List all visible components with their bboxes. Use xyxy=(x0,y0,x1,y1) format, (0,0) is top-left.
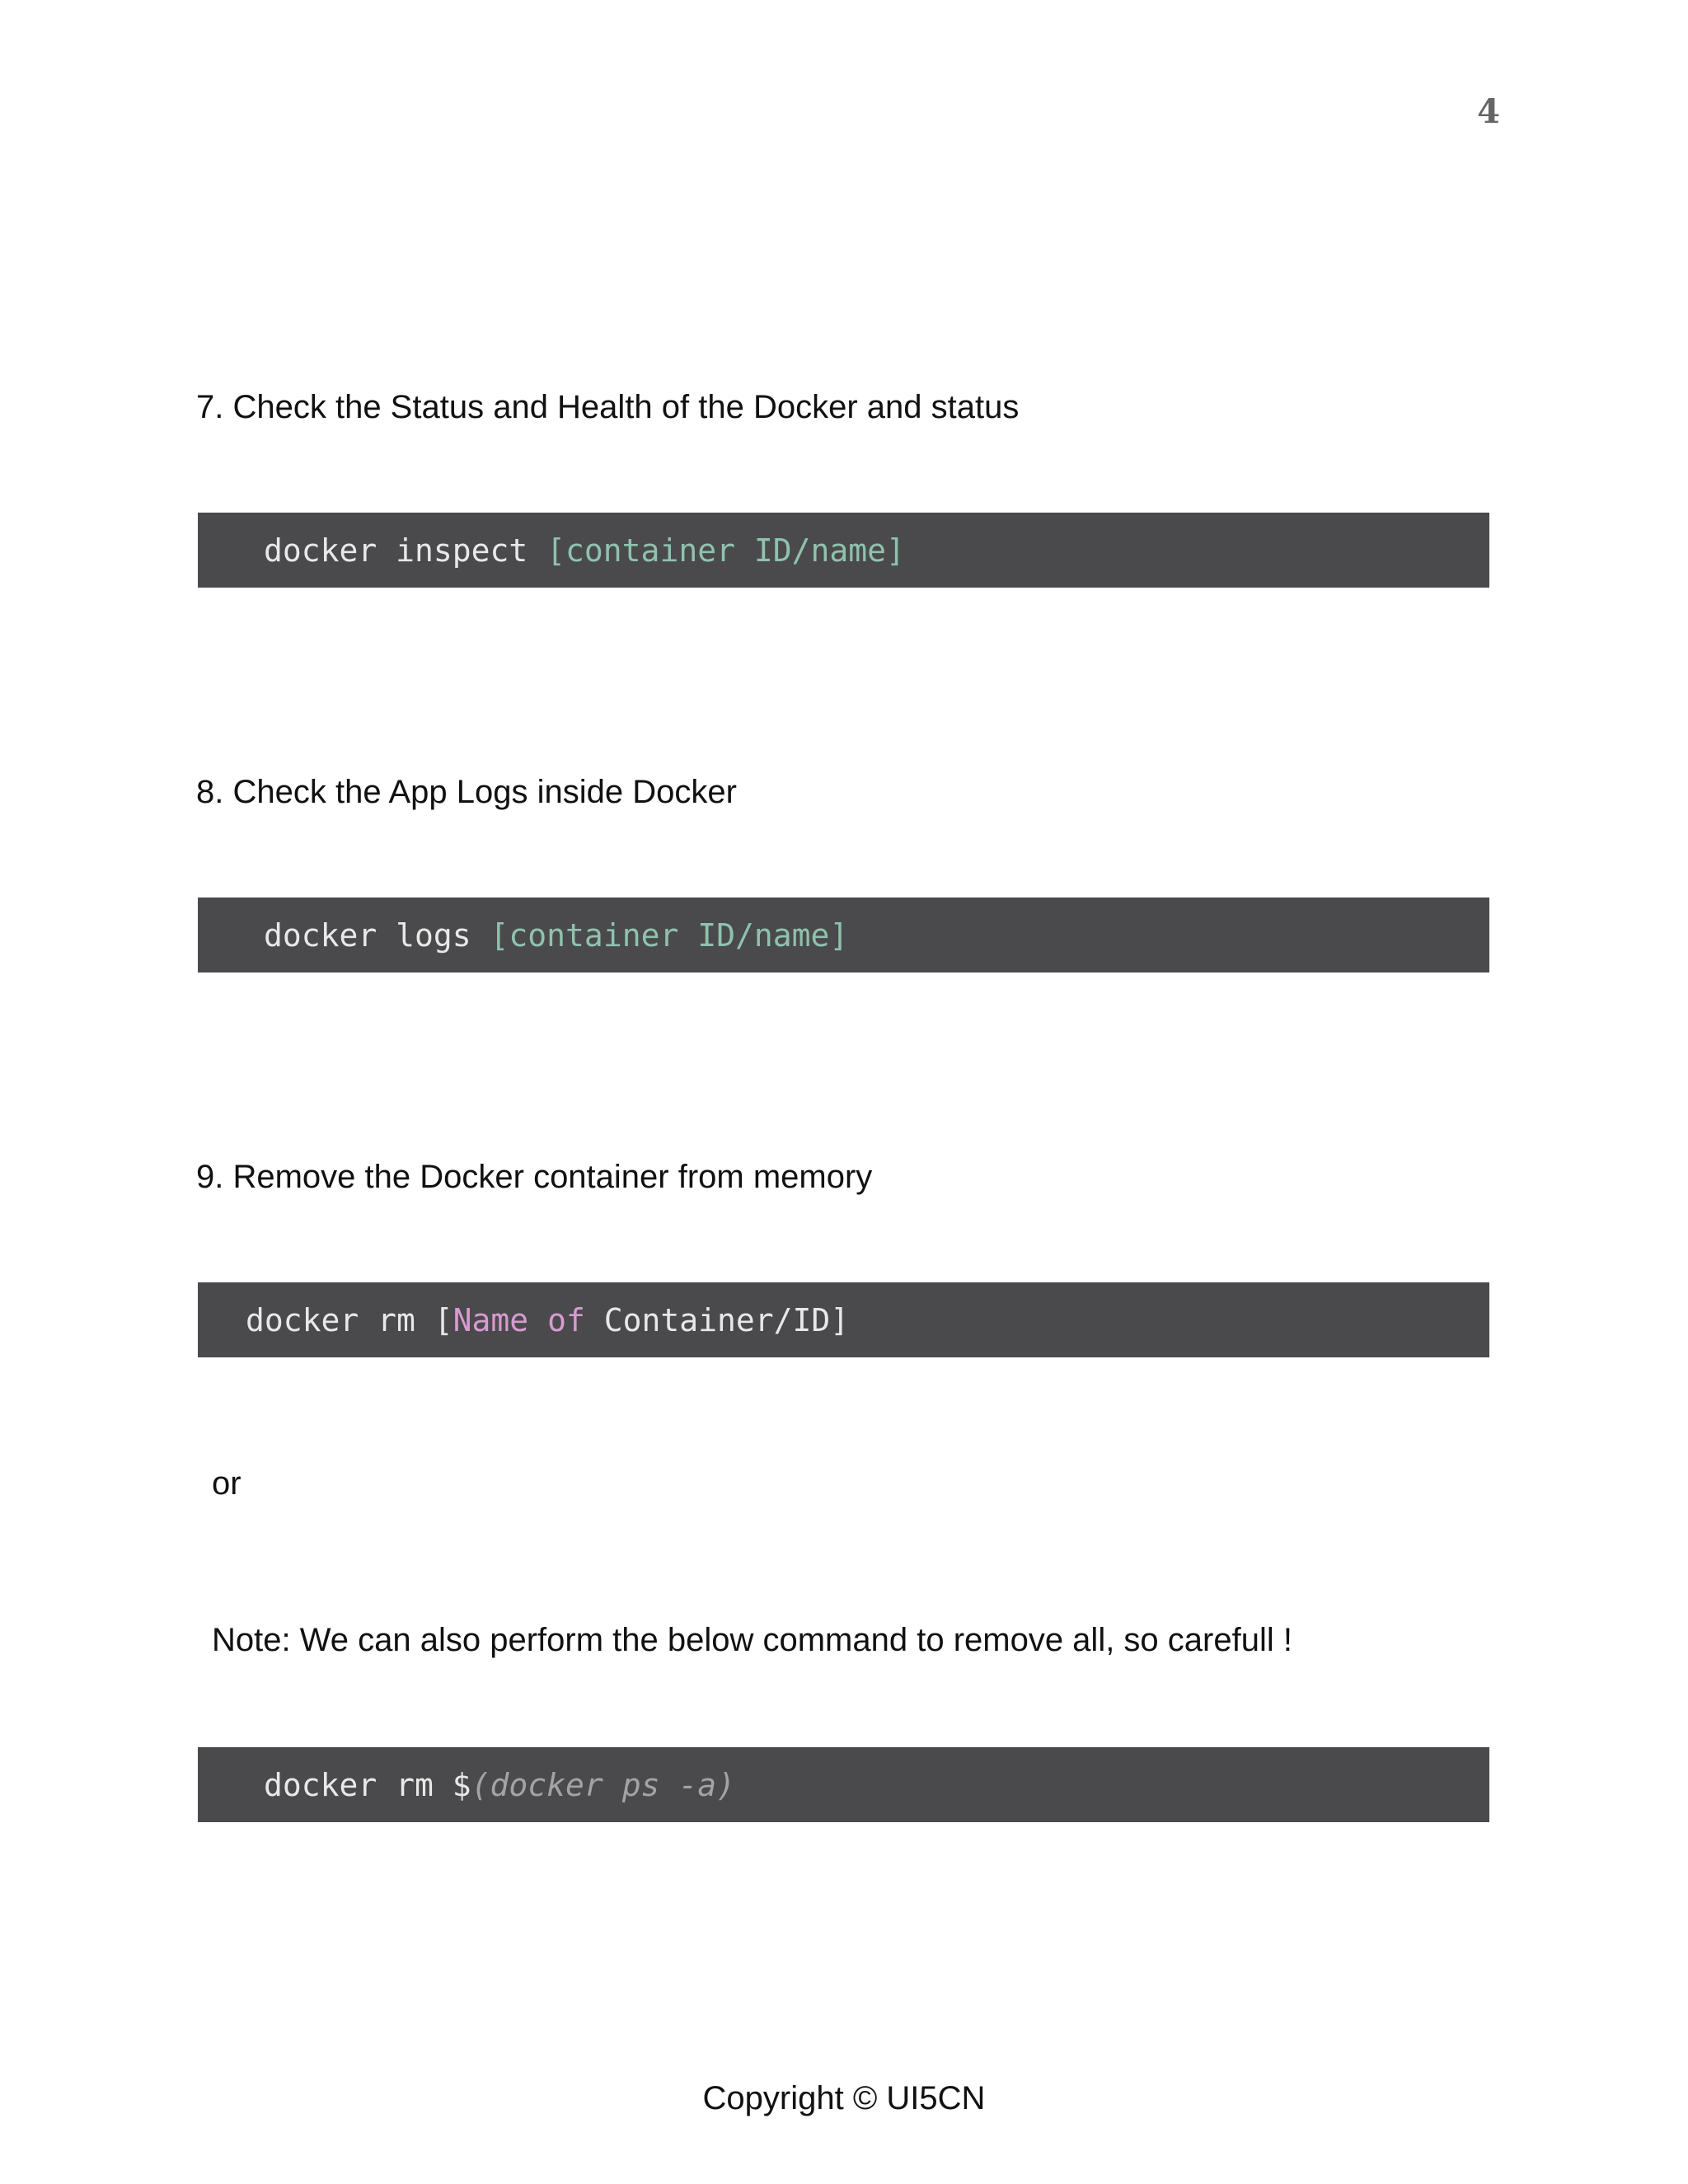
footer-copyright: Copyright © UI5CN xyxy=(702,2080,986,2116)
code-command: docker rm [ xyxy=(246,1301,453,1338)
section-heading-7: 7. Check the Status and Health of the Docker and status xyxy=(196,389,1020,425)
code-argument: [container ID/name] xyxy=(546,532,905,569)
code-space xyxy=(528,1302,547,1338)
code-block-rm-all xyxy=(198,1747,1489,1822)
code-keyword-name: Name xyxy=(452,1301,529,1338)
code-command: docker inspect xyxy=(264,532,547,569)
page-number: 4 xyxy=(1477,92,1500,131)
code-block-inspect xyxy=(198,513,1489,588)
code-command: docker rm $ xyxy=(264,1766,471,1803)
code-block-rm xyxy=(198,1282,1489,1357)
section-heading-9: 9. Remove the Docker container from memory xyxy=(196,1159,873,1195)
code-command: docker logs xyxy=(264,916,490,954)
note-text: Note: We can also perform the below command to remove all, so carefull ! xyxy=(212,1622,1292,1658)
section-heading-8: 8. Check the App Logs inside Docker xyxy=(196,774,737,810)
code-keyword-of: of xyxy=(547,1301,585,1338)
or-text: or xyxy=(212,1465,241,1502)
code-block-logs xyxy=(198,898,1489,972)
code-argument: [container ID/name] xyxy=(490,916,849,954)
code-rest: Container/ID] xyxy=(584,1301,850,1338)
code-subshell: (docker ps -a) xyxy=(471,1766,735,1803)
